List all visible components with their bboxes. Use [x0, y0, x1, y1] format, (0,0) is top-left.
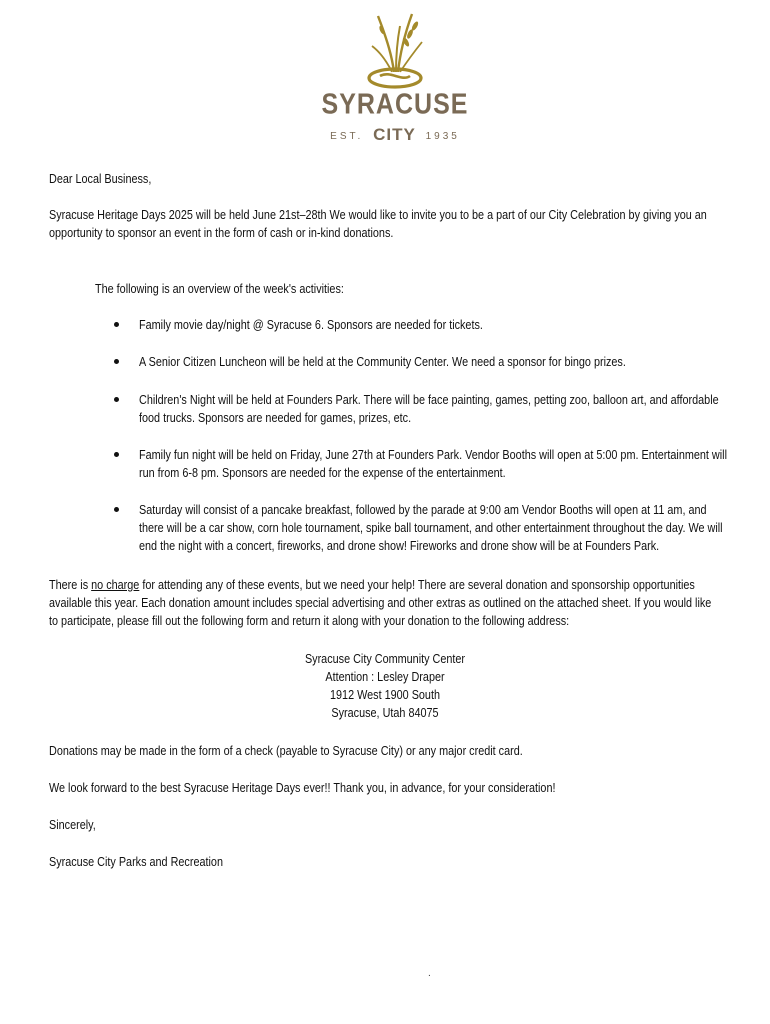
- activity-text: Saturday will consist of a pancake breakfast, followed by the parade at 9:00 am Vendor Booths will open at 11 am, and there will be a car show, corn hole tournament, spike ball tournament, and other entertainment throughout the day. We will end the night with a concert, fireworks, and drone show! Fireworks and drone show will be at Founders Park.: [139, 503, 723, 553]
- signature: Syracuse City Parks and Recreation: [49, 855, 223, 869]
- help-text-start: There is: [49, 578, 92, 592]
- activity-text: Children's Night will be held at Founders Park. There will be face painting, games, petting zoo, balloon art, and affordable food trucks. Sponsors are needed for games, prizes, etc.: [139, 393, 719, 425]
- no-charge-emphasis: no charge: [91, 578, 140, 592]
- intro-paragraph: Syracuse Heritage Days 2025 will be held June 21st–28th We would like to invite you to be a part of our City Celebration by giving you an opportunity to sponsor an event in the form of cash or in-kind donations.: [49, 208, 707, 240]
- syracuse-city-logo: [320, 12, 470, 144]
- footer-mark: .: [428, 968, 431, 979]
- overview-heading: The following is an overview of the week's activities:: [95, 282, 344, 296]
- bullet-icon: [114, 452, 119, 457]
- greeting: Dear Local Business,: [49, 172, 152, 186]
- help-text-end: for attending any of these events, but we need your help! There are several donation and sponsorship opportunities available this year. Each donation amount includes special advertising and other extras as outlined on the attached sheet. If you would like to participate, please fill out the following form and return it along with your donation to the following address:: [49, 578, 712, 628]
- mailing-address: [0, 650, 770, 722]
- bullet-icon: [114, 359, 119, 364]
- address-line: 1912 West 1900 South: [330, 688, 440, 702]
- thanks-note: We look forward to the best Syracuse Heritage Days ever!! Thank you, in advance, for your consideration!: [49, 781, 556, 795]
- help-paragraph: [49, 576, 716, 630]
- logo-wordmark: SYRACUSE: [321, 88, 469, 121]
- address-line: Attention : Lesley Draper: [325, 670, 445, 684]
- logo-city-word: CITY: [373, 125, 416, 144]
- wheat-reed-icon: [320, 12, 470, 92]
- logo-established: [320, 124, 470, 144]
- bullet-icon: [114, 397, 119, 402]
- bullet-icon: [114, 507, 119, 512]
- logo-est-label: EST.: [330, 131, 364, 142]
- activity-text: Family movie day/night @ Syracuse 6. Sponsors are needed for tickets.: [139, 318, 483, 332]
- address-line: Syracuse, Utah 84075: [331, 706, 439, 720]
- bullet-icon: [114, 322, 119, 327]
- donations-note: Donations may be made in the form of a check (payable to Syracuse City) or any major credit card.: [49, 744, 523, 758]
- closing: Sincerely,: [49, 818, 96, 832]
- activity-text: A Senior Citizen Luncheon will be held at the Community Center. We need a sponsor for bingo prizes.: [139, 355, 626, 369]
- activity-text: Family fun night will be held on Friday, June 27th at Founders Park. Vendor Booths will open at 5:00 pm. Entertainment will run from 6-8 pm. Sponsors are needed for the expense of the entertainment.: [139, 448, 727, 480]
- logo-year: 1935: [425, 131, 460, 142]
- address-line: Syracuse City Community Center: [304, 652, 466, 666]
